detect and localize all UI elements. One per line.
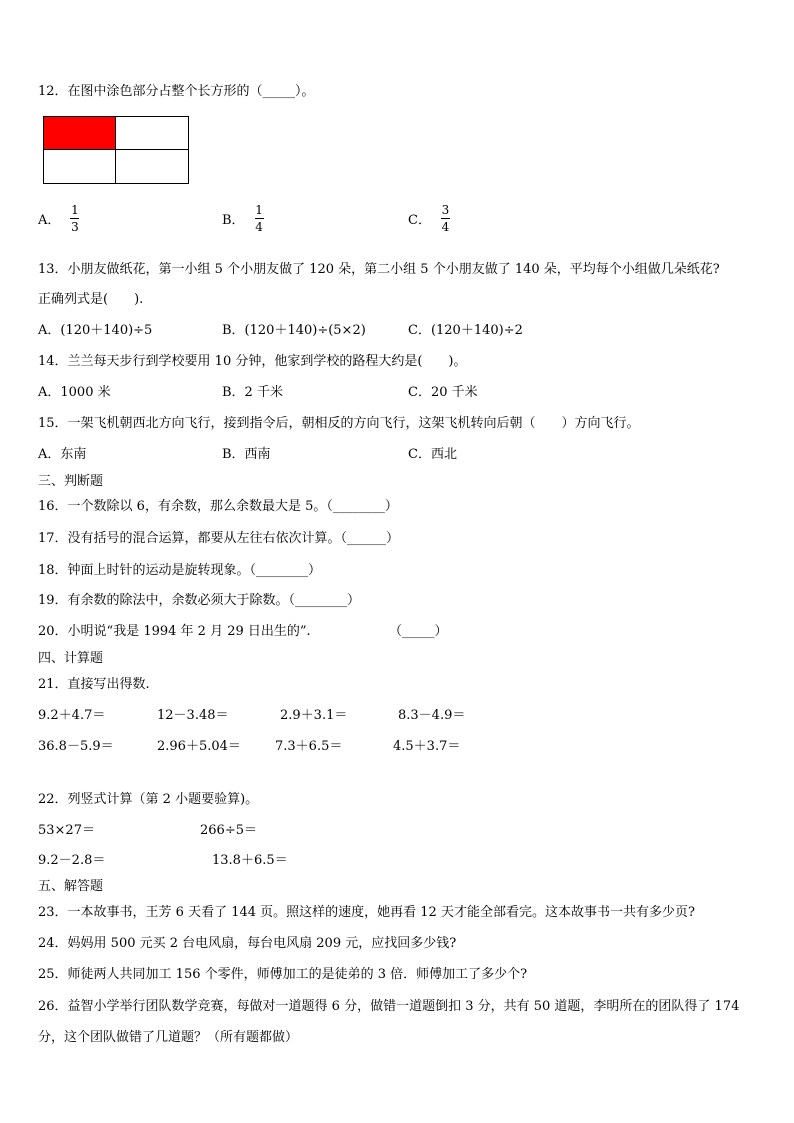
calc-item: 2.96＋5.04＝: [157, 739, 241, 754]
calc-item: 8.3－4.9＝: [398, 708, 466, 723]
calc-item: 9.2＋4.7＝: [38, 708, 106, 723]
q25-text: 25．师徒两人共同加工 156 个零件，师傅加工的是徒弟的 3 倍．师傅加工了多少个?: [38, 967, 528, 982]
q18-text: 18．钟面上时针的运动是旋转现象。（________）: [38, 563, 322, 578]
calc-item: 9.2－2.8＝: [38, 853, 106, 868]
q12-option-a: [38, 203, 79, 234]
q24-text: 24．妈妈用 500 元买 2 台电风扇，每台电风扇 209 元，应找回多少钱?: [38, 936, 457, 951]
blank-cell: [116, 150, 188, 183]
q17-text: 17．没有括号的混合运算，都要从左往右依次计算。（______）: [38, 531, 400, 546]
calc-item: 7.3＋6.5＝: [275, 739, 343, 754]
q14-text: 14．兰兰每天步行到学校要用 10 分钟，他家到学校的路程大约是( )。: [38, 354, 467, 369]
q20-text: 20．小明说“我是 1994 年 2 月 29 日出生的”.: [38, 624, 311, 639]
fraction: [441, 203, 450, 234]
section-heading-judge: 三、判断题: [38, 474, 104, 489]
q12-text: 12．在图中涂色部分占整个长方形的（_____）。: [38, 84, 315, 99]
section-heading-calc: 四、计算题: [38, 651, 104, 666]
calc-item: 4.5＋3.7＝: [393, 739, 461, 754]
q23-text: 23．一本故事书，王芳 6 天看了 144 页。照这样的速度，她再看 12 天才能全部看完。这本故事书一共有多少页?: [38, 905, 695, 920]
fraction-bar: [70, 218, 79, 219]
calc-item: 36.8－5.9＝: [38, 739, 114, 754]
q20-blank: （_____）: [389, 624, 448, 639]
q13-option-a: A．(120＋140)÷5: [38, 323, 153, 338]
denominator: 3: [71, 220, 79, 234]
q19-text: 19．有余数的除法中，余数必须大于除数。（________）: [38, 593, 361, 608]
calc-item: 53×27＝: [38, 823, 95, 838]
rectangle-figure: [43, 116, 189, 184]
section-heading-solve: 五、解答题: [38, 879, 104, 894]
q15-option-b: B．西南: [222, 447, 271, 462]
q16-text: 16．一个数除以 6，有余数，那么余数最大是 5。（________）: [38, 499, 398, 514]
calc-item: 12－3.48＝: [157, 708, 229, 723]
denominator: 4: [441, 220, 450, 234]
q15-option-c: C．西北: [408, 447, 457, 462]
option-letter: A．: [38, 213, 61, 228]
fraction-bar: [255, 218, 264, 219]
blank-cell: [44, 150, 116, 183]
q14-option-c: C．20 千米: [408, 385, 478, 400]
q13-option-c: C．(120＋140)÷2: [408, 323, 523, 338]
q14-option-a: A．1000 米: [38, 385, 111, 400]
q21-text: 21．直接写出得数.: [38, 677, 150, 692]
numerator: 1: [255, 203, 263, 217]
fraction-bar: [441, 218, 450, 219]
q15-option-a: A．东南: [38, 447, 87, 462]
q13-text: 13．小朋友做纸花，第一小组 5 个小朋友做了 120 朵，第二小组 5 个小朋友做了 140 朵，平均每个小组做几朵纸花?: [38, 262, 720, 277]
calc-item: 13.8＋6.5＝: [212, 853, 288, 868]
q12-option-c: [408, 203, 450, 234]
q14-option-b: B．2 千米: [222, 385, 283, 400]
numerator: 1: [71, 203, 79, 217]
q12-option-b: [222, 203, 264, 234]
option-letter: B．: [222, 213, 245, 228]
calc-item: 2.9＋3.1＝: [280, 708, 348, 723]
option-letter: C．: [408, 213, 431, 228]
q13-text-cont: 正确列式是( ).: [38, 292, 144, 307]
shaded-cell: [44, 117, 116, 150]
fraction: [70, 203, 79, 234]
fraction: [255, 203, 264, 234]
q13-option-b: B．(120＋140)÷(5×2): [222, 323, 366, 338]
q26-text-cont: 分，这个团队做错了几道题？（所有题都做）: [38, 1030, 299, 1045]
blank-cell: [116, 117, 188, 150]
calc-item: 266÷5＝: [200, 823, 257, 838]
numerator: 3: [441, 203, 450, 217]
denominator: 4: [255, 220, 263, 234]
q15-text: 15．一架飞机朝西北方向飞行，接到指令后，朝相反的方向飞行，这架飞机转向后朝（ ）方向飞行。: [38, 416, 640, 431]
q22-text: 22．列竖式计算（第 2 小题要验算)。: [38, 792, 259, 807]
q26-text: 26．益智小学举行团队数学竞赛，每做对一道题得 6 分，做错一道题倒扣 3 分，共有 50 道题，李明所在的团队得了 174: [38, 999, 740, 1014]
